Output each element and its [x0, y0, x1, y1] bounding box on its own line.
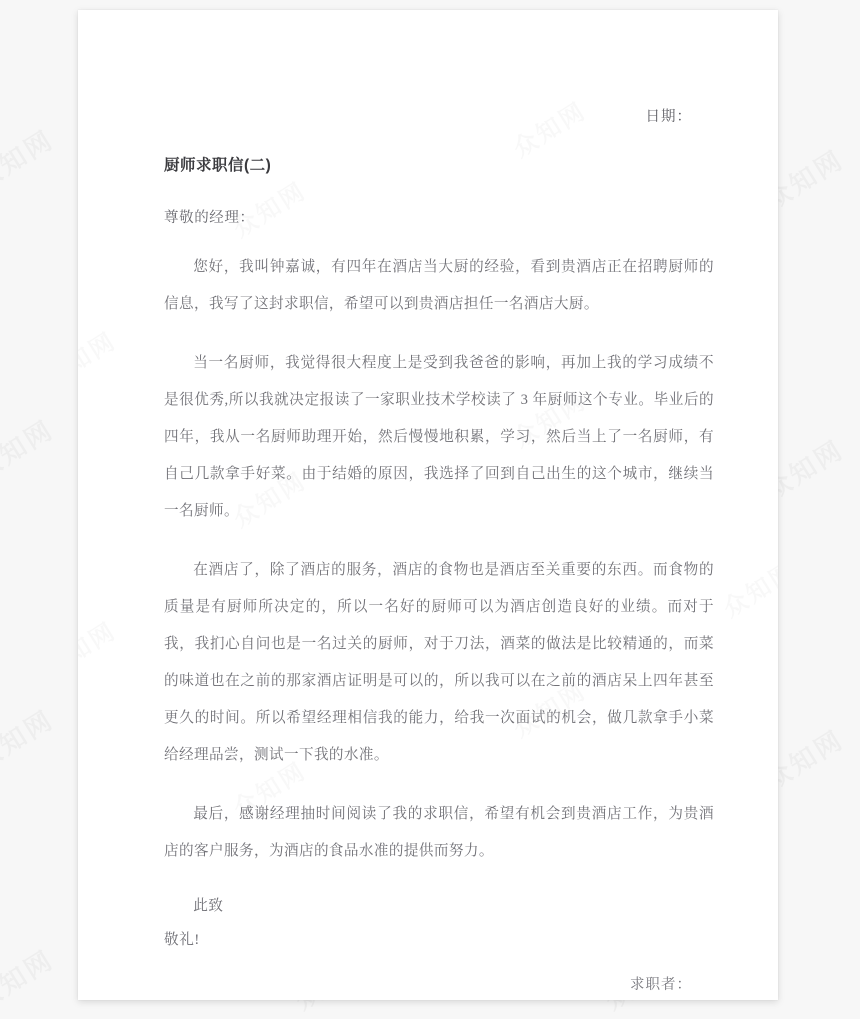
signature-label: 求职者：: [630, 977, 692, 993]
paragraph: 在酒店了，除了酒店的服务，酒店的食物也是酒店至关重要的东西。而食物的质量是有厨师所决定的，所以一名好的厨师可以为酒店创造良好的业绩。而对于我，我扪心自问也是一名过关的厨师，对于刀法，酒菜的做法是比较精通的，而菜的味道也在之前的那家酒店证明是可以的，所以我可以在之前的酒店呆上四年甚至更久的时间。所以希望经理相信我的能力，给我一次面试的机会，做几款拿手小菜给经理品尝，测试一下我的水准。: [164, 562, 714, 763]
closing-salute: 此致: [193, 898, 224, 914]
date-label: 日期：: [645, 109, 692, 125]
watermark-text: [0, 700, 60, 777]
document-body: [78, 105, 778, 994]
watermark-text: [0, 940, 60, 1017]
closing-regards: 敬礼!: [164, 932, 200, 948]
paragraph: 当一名厨师，我觉得很大程度上是受到我爸爸的影响，再加上我的学习成绩不是很优秀,所以我就决定报读了一家职业技术学校读了 3 年厨师这个专业。毕业后的四年，我从一名厨师助理开始，然后慢慢地积累，学习，然后当上了一名厨师，有自己几款拿手好菜。由于结婚的原因，我选择了回到自己出生的这个城市，继续当一名厨师。: [164, 355, 714, 519]
paragraph: 最后，感谢经理抽时间阅读了我的求职信，希望有机会到贵酒店工作，为贵酒店的客户服务，为酒店的食品水准的提供而努力。: [164, 806, 714, 859]
page-title: 厨师求职信(二): [164, 157, 272, 174]
salutation: 尊敬的经理：: [164, 210, 255, 226]
document-page: [78, 10, 778, 1000]
watermark-text: [0, 120, 60, 197]
watermark-text: [0, 410, 60, 487]
paragraph: 您好，我叫钟嘉诚，有四年在酒店当大厨的经验，看到贵酒店正在招聘厨师的信息，我写了这封求职信，希望可以到贵酒店担任一名酒店大厨。: [164, 259, 714, 312]
